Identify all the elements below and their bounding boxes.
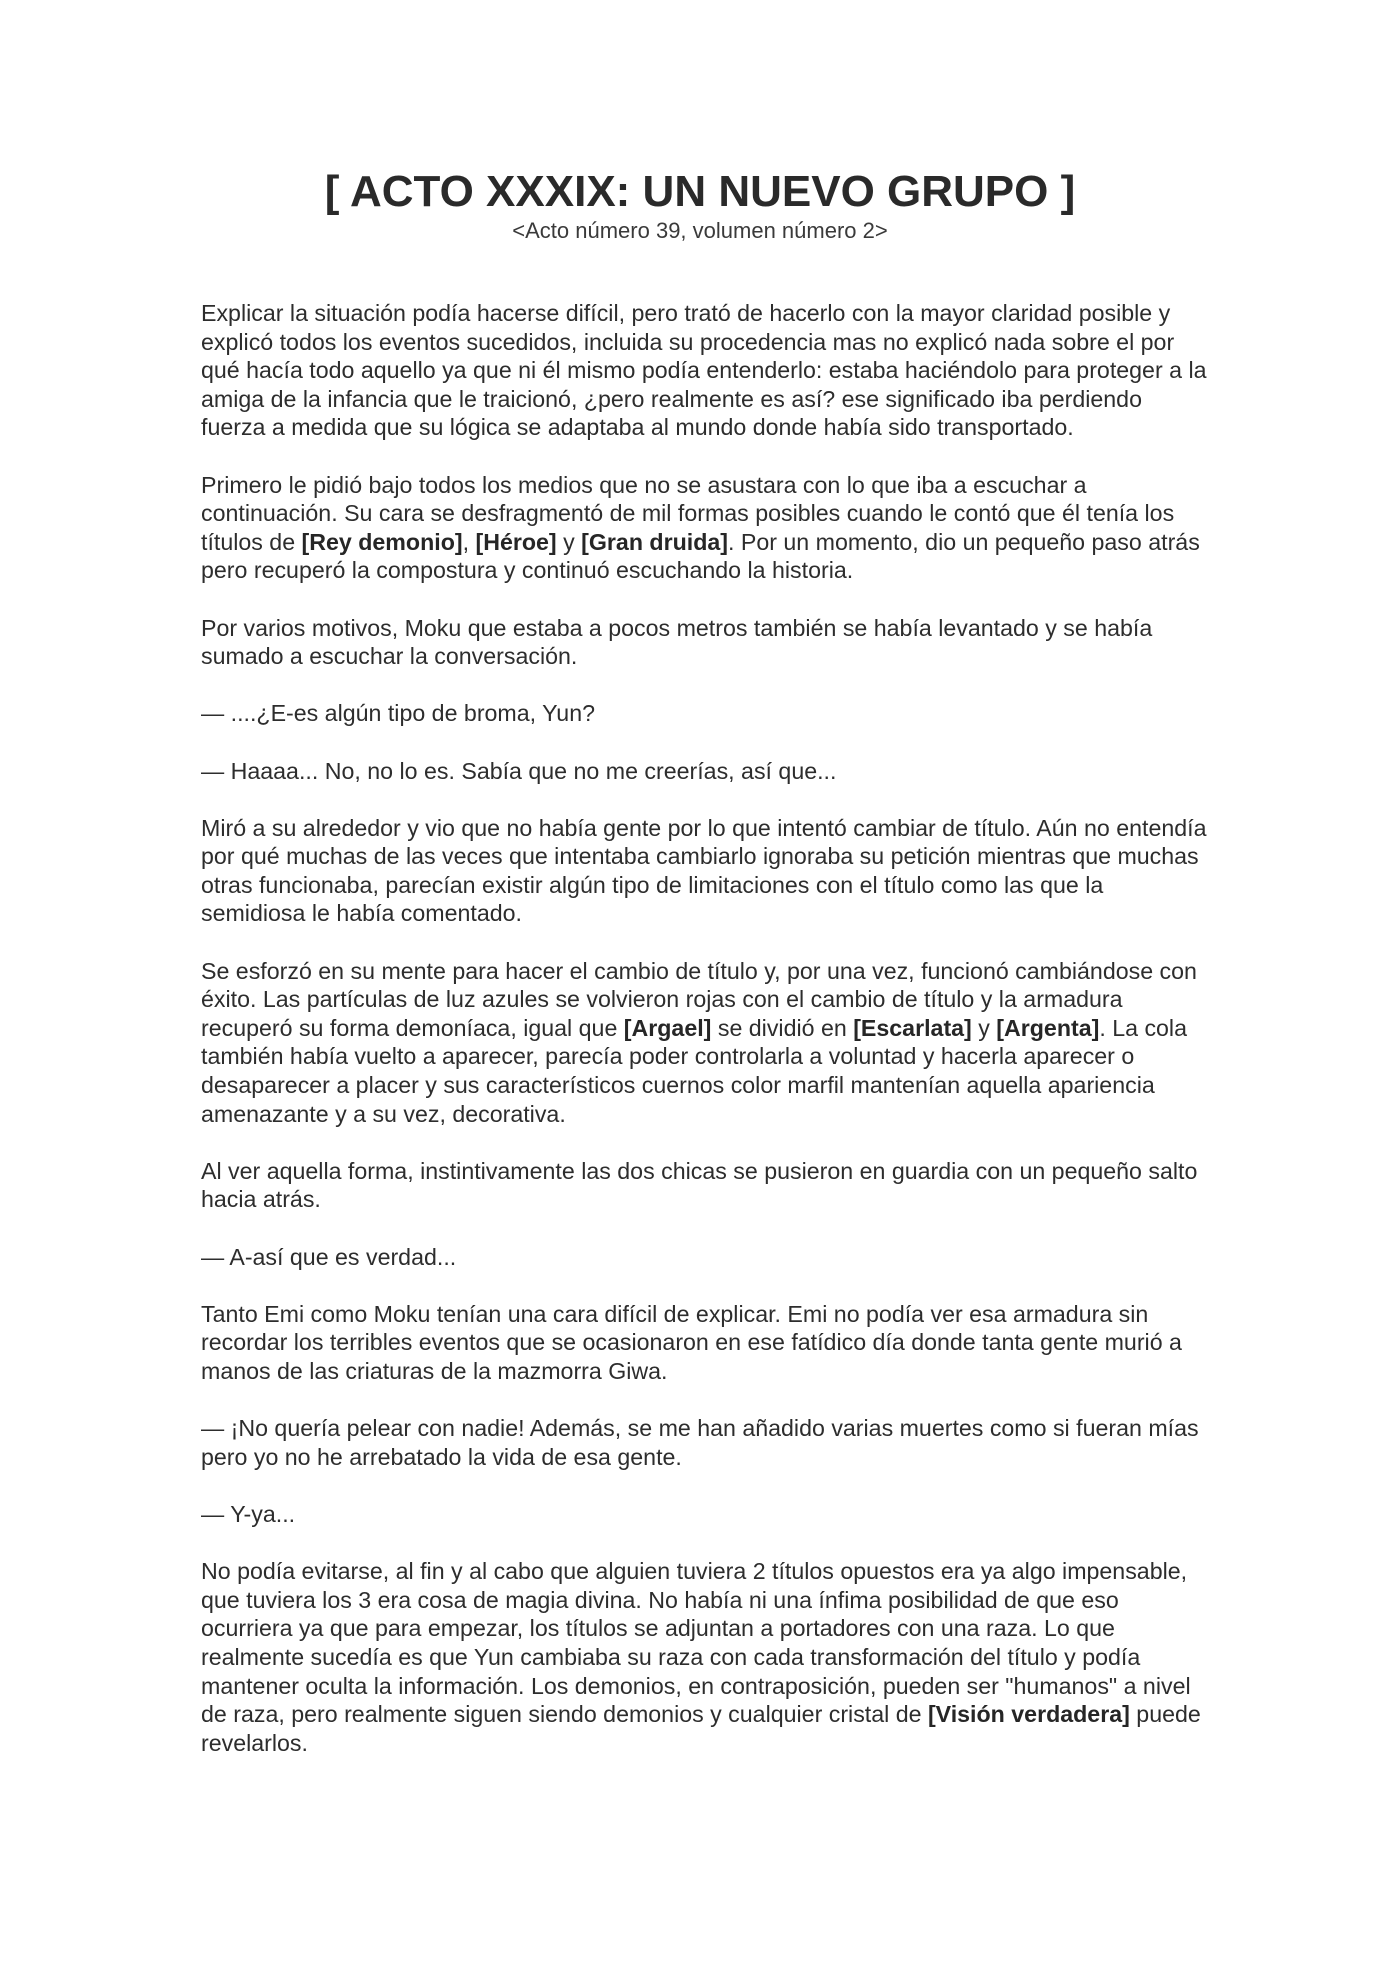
text-run: puede revelarlos. <box>201 1701 1201 1756</box>
text-run: — ¡No quería pelear con nadie! Además, se me han añadido varias muertes como si fueran mías pero yo no he arrebatado la vida de esa gente. <box>201 1415 1199 1470</box>
text-run: Explicar la situación podía hacerse difícil, pero trató de hacerlo con la mayor claridad posible y explicó todos los eventos sucedidos, incluida su procedencia mas no explicó nada sobre el por qué hacía todo aquello ya que ni él mismo podía entenderlo: estaba haciéndolo para proteger a la amiga de la infancia que le traicionó, ¿pero realmente es así? ese significado iba perdiendo fuerza a medida que su lógica se adaptaba al mundo donde había sido transportado. <box>201 300 1207 441</box>
bold-term: [Argael] <box>623 1014 712 1041</box>
text-run: — Y-ya... <box>201 1500 296 1527</box>
text-run: Se esforzó en su mente para hacer el cambio de título y, por una vez, funcionó cambiándose con éxito. Las partículas de luz azules se volvieron rojas con el cambio de título y la armadura recuperó su forma demoníaca, igual que <box>201 957 1197 1041</box>
text-run: . Por un momento, dio un pequeño paso atrás pero recuperó la compostura y continuó escuchando la historia. <box>201 528 1200 584</box>
text-run: se dividió en <box>711 1014 854 1041</box>
text-run: No podía evitarse, al fin y al cabo que alguien tuviera 2 títulos opuestos era ya algo impensable, que tuviera los 3 era cosa de magia divina. No había ni una ínfima posibilidad de que eso ocurriera ya que para empezar, los títulos se adjuntan a portadores con una raza. Lo que realmente sucedía es que Yun cambiaba su raza con cada transformación del título y podía mantener oculta la información. Los demonios, en contraposición, pueden ser "humanos" a nivel de raza, pero realmente siguen siendo demonios y cualquier cristal de <box>201 1558 1191 1728</box>
bold-term: [Gran druida] <box>581 528 728 555</box>
text-run: — ....¿E-es algún tipo de broma, Yun? <box>201 700 595 727</box>
body-paragraph <box>201 299 1211 442</box>
body-paragraph <box>201 814 1211 928</box>
text-run: y <box>971 1014 997 1041</box>
body-paragraph <box>201 1414 1211 1471</box>
body-paragraph <box>201 757 1211 786</box>
document-title: [ ACTO XXXIX: UN NUEVO GRUPO ] <box>324 167 1076 216</box>
document-subtitle: <Acto número 39, volumen número 2> <box>512 218 888 243</box>
bold-term: [Héroe] <box>475 528 557 555</box>
body-paragraph <box>201 1557 1211 1757</box>
body-paragraph <box>201 957 1211 1129</box>
text-run: , <box>462 528 476 555</box>
text-run: Primero le pidió bajo todos los medios que no se asustara con lo que iba a escuchar a continuación. Su cara se desfragmentó de mil formas posibles cuando le contó que él tenía los títulos de <box>201 471 1175 555</box>
document-body <box>201 299 1211 1786</box>
bold-term: [Argenta] <box>996 1014 1100 1041</box>
text-run: Al ver aquella forma, instintivamente las dos chicas se pusieron en guardia con un pequeño salto hacia atrás. <box>201 1157 1198 1213</box>
text-run: — Haaaa... No, no lo es. Sabía que no me creerías, así que... <box>201 757 837 784</box>
text-run: y <box>556 528 582 555</box>
body-paragraph <box>201 1500 1211 1529</box>
text-run: Miró a su alrededor y vio que no había gente por lo que intentó cambiar de título. Aún no entendía por qué muchas de las veces que intentaba cambiarlo ignoraba su petición mientras que muchas otras funcionaba, parecían existir algún tipo de limitaciones con el título como las que la semidiosa le había comentado. <box>201 814 1207 927</box>
body-paragraph <box>201 1300 1211 1386</box>
body-paragraph <box>201 471 1211 585</box>
body-paragraph <box>201 614 1211 671</box>
text-run: Por varios motivos, Moku que estaba a pocos metros también se había levantado y se había sumado a escuchar la conversación. <box>201 614 1153 670</box>
text-run: — A-así que es verdad... <box>201 1243 457 1270</box>
bold-term: [Escarlata] <box>853 1014 972 1041</box>
body-paragraph <box>201 699 1211 728</box>
bold-term: [Visión verdadera] <box>927 1701 1130 1728</box>
bold-term: [Rey demonio] <box>301 528 463 555</box>
body-paragraph <box>201 1157 1211 1214</box>
text-run: Tanto Emi como Moku tenían una cara difícil de explicar. Emi no podía ver esa armadura sin recordar los terribles eventos que se ocasionaron en ese fatídico día donde tanta gente murió a manos de las criaturas de la mazmorra Giwa. <box>201 1300 1182 1384</box>
body-paragraph <box>201 1243 1211 1272</box>
text-run: . La cola también había vuelto a aparecer, parecía poder controlarla a voluntad y hacerla aparecer o desaparecer a placer y sus característicos cuernos color marfil mantenían aquella apariencia amenazante y a su vez, decorativa. <box>201 1014 1187 1127</box>
